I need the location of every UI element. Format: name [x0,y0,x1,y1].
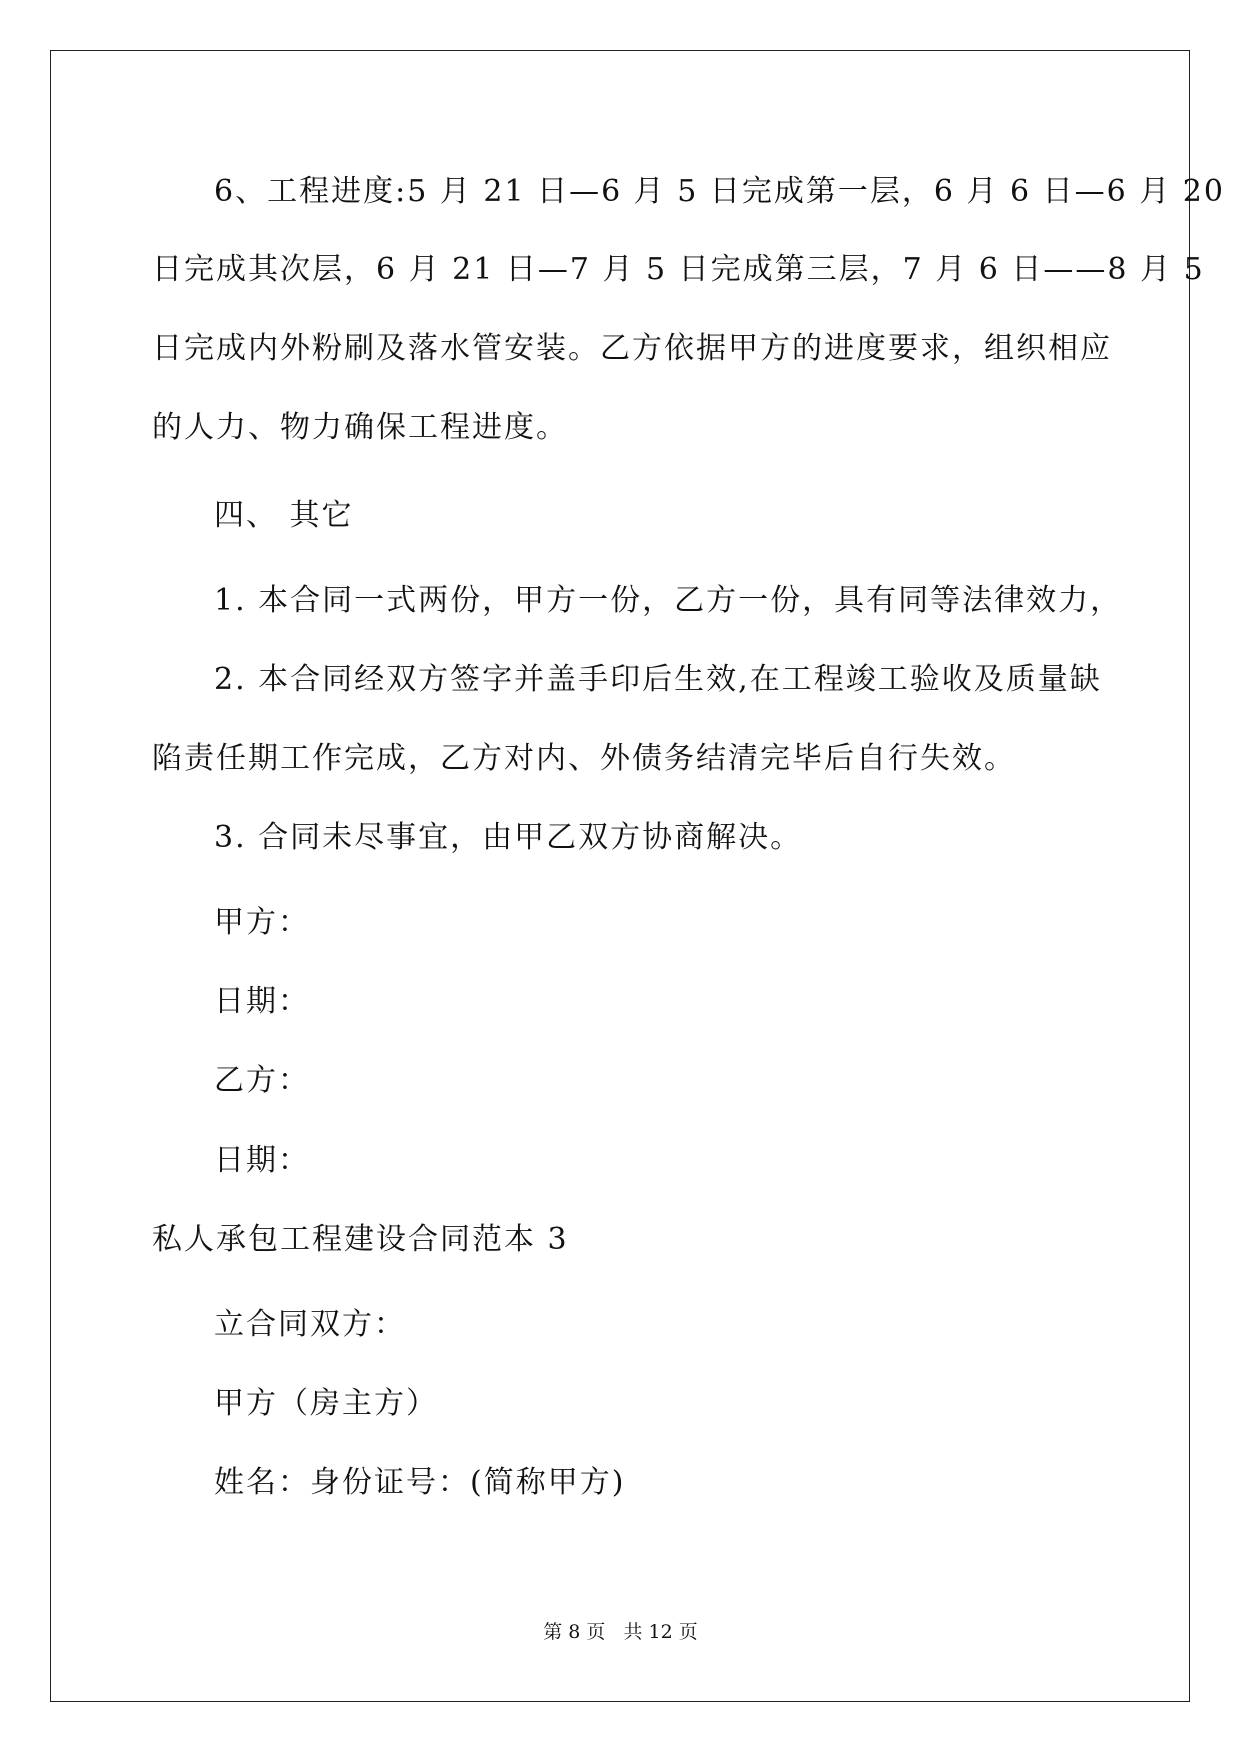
party-a-label: 甲方： [214,905,310,940]
paragraph-progress-line-2: 日完成其次层，6 月 21 日—7 月 5 日完成第三层，7 月 6 日——8 月 5 [152,252,1205,287]
date-label-a: 日期： [214,984,310,1019]
paragraph-progress-line-3: 日完成内外粉刷及落水管安装。乙方依据甲方的进度要求，组织相应 [152,331,1112,366]
paragraph-progress-line-4: 的人力、物力确保工程进度。 [152,410,568,445]
clause-3: 3. 合同未尽事宜，由甲乙双方协商解决。 [214,820,803,855]
party-b-label: 乙方： [214,1063,310,1098]
name-id-line: 姓名：身份证号：(简称甲方) [214,1465,626,1500]
clause-2-line-2: 陷责任期工作完成，乙方对内、外债务结清完毕后自行失效。 [152,741,1016,776]
page-border [50,50,1190,1702]
date-label-b: 日期： [214,1143,310,1178]
section-heading-other: 四、 其它 [214,498,354,533]
clause-1: 1. 本合同一式两份，甲方一份，乙方一份，具有同等法律效力， [214,583,1123,618]
contract-title: 私人承包工程建设合同范本 3 [152,1222,569,1257]
page-footer [0,1620,1241,1644]
clause-2-line-1: 2. 本合同经双方签字并盖手印后生效,在工程竣工验收及质量缺 [214,662,1102,697]
page-number: 第 8 页 [543,1621,606,1643]
paragraph-progress-line-1: 6、工程进度:5 月 21 日—6 月 5 日完成第一层，6 月 6 日—6 月 20 [214,174,1225,209]
page-total: 共 12 页 [623,1621,698,1643]
party-a-owner: 甲方（房主方） [214,1386,438,1421]
contract-parties-label: 立合同双方： [214,1307,406,1342]
